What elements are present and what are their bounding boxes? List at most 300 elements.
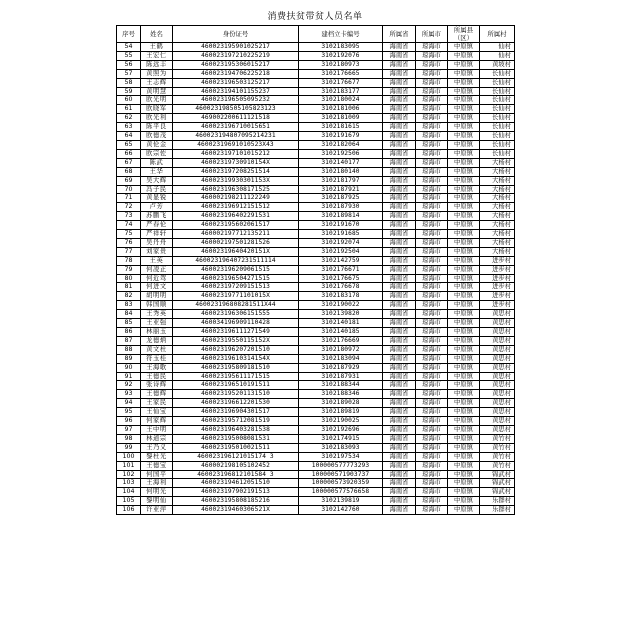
row-city: 琼海市 (416, 292, 448, 301)
row-id-number: 460023196710015651 (173, 123, 299, 132)
row-id-number: 460002197501281526 (173, 238, 299, 247)
row-number: 79 (117, 265, 141, 274)
table-row (117, 132, 515, 141)
row-village: 黄思村 (480, 345, 515, 354)
row-county: 中原镇 (448, 43, 480, 52)
row-province: 海南省 (383, 51, 416, 60)
row-name: 符玉桂 (141, 354, 173, 363)
row-number: 75 (117, 230, 141, 239)
row-province: 海南省 (383, 301, 416, 310)
row-county: 中原镇 (448, 345, 480, 354)
row-name: 何凌正 (141, 265, 173, 274)
row-name: 林丽玉 (141, 328, 173, 337)
row-province: 海南省 (383, 212, 416, 221)
row-number: 99 (117, 443, 141, 452)
table-row (117, 69, 515, 78)
row-id-number: 460023194706225218 (173, 69, 299, 78)
row-city: 琼海市 (416, 105, 448, 114)
row-account-number: 100000577576658 (299, 488, 383, 497)
row-id-number: 46002319460306521X (173, 506, 299, 515)
row-province: 海南省 (383, 479, 416, 488)
header-no: 序号 (117, 26, 141, 43)
roster-table (116, 25, 515, 515)
row-province: 海南省 (383, 176, 416, 185)
row-county: 中原镇 (448, 158, 480, 167)
row-id-number: 46002319930301153X (173, 176, 299, 185)
table-row (117, 60, 515, 69)
row-county: 中原镇 (448, 203, 480, 212)
row-province: 海南省 (383, 274, 416, 283)
row-city: 琼海市 (416, 149, 448, 158)
row-name: 冯子民 (141, 185, 173, 194)
row-id-number: 460023196812101584 3 (173, 470, 299, 479)
row-province: 海南省 (383, 328, 416, 337)
row-province: 海南省 (383, 256, 416, 265)
row-id-number: 460023194612051510 (173, 479, 299, 488)
row-city: 琼海市 (416, 203, 448, 212)
row-number: 85 (117, 319, 141, 328)
row-village: 黄竹村 (480, 461, 515, 470)
table-row (117, 488, 515, 497)
row-province: 海南省 (383, 69, 416, 78)
table-row (117, 292, 515, 301)
row-account-number: 3102191679 (299, 132, 383, 141)
row-id-number: 460023196403281538 (173, 425, 299, 434)
row-county: 中原镇 (448, 238, 480, 247)
row-village: 乐群村 (480, 497, 515, 506)
row-id-number: 460023196207201510 (173, 345, 299, 354)
row-city: 琼海市 (416, 381, 448, 390)
row-number: 96 (117, 417, 141, 426)
header-name: 姓名 (141, 26, 173, 43)
table-row (117, 363, 515, 372)
row-province: 海南省 (383, 408, 416, 417)
row-id-number: 460023196510191511 (173, 381, 299, 390)
row-name: 许亚萍 (141, 506, 173, 515)
table-row (117, 425, 515, 434)
row-county: 中原镇 (448, 105, 480, 114)
row-account-number: 3102191670 (299, 221, 383, 230)
row-county: 中原镇 (448, 301, 480, 310)
table-row (117, 256, 515, 265)
row-name: 王宏仁 (141, 51, 173, 60)
row-county: 中原镇 (448, 265, 480, 274)
table-row (117, 479, 515, 488)
row-name: 严春伦 (141, 221, 173, 230)
table-row (117, 203, 515, 212)
row-province: 海南省 (383, 319, 416, 328)
row-village: 大杨村 (480, 185, 515, 194)
table-row (117, 158, 515, 167)
table-row (117, 105, 515, 114)
row-city: 琼海市 (416, 256, 448, 265)
row-county: 中原镇 (448, 185, 480, 194)
row-id-number: 460023195306015217 (173, 60, 299, 69)
row-province: 海南省 (383, 372, 416, 381)
row-account-number: 3102192504 (299, 247, 383, 256)
row-county: 中原镇 (448, 283, 480, 292)
row-id-number: 460023197101015212 (173, 149, 299, 158)
row-city: 琼海市 (416, 123, 448, 132)
row-county: 中原镇 (448, 506, 480, 515)
row-number: 80 (117, 274, 141, 283)
row-county: 中原镇 (448, 167, 480, 176)
row-province: 海南省 (383, 194, 416, 203)
row-id-number: 46002319730910154X (173, 158, 299, 167)
row-village: 黄思村 (480, 319, 515, 328)
row-name: 王仙宝 (141, 408, 173, 417)
row-name: 刘家贵 (141, 247, 173, 256)
row-county: 中原镇 (448, 194, 480, 203)
row-name: 黄文杜 (141, 345, 173, 354)
row-number: 89 (117, 354, 141, 363)
row-city: 琼海市 (416, 461, 448, 470)
row-province: 海南省 (383, 265, 416, 274)
row-id-number: 46002319610314154X (173, 354, 299, 363)
row-city: 琼海市 (416, 310, 448, 319)
table-row (117, 408, 515, 417)
row-name: 王中明 (141, 425, 173, 434)
row-county: 中原镇 (448, 497, 480, 506)
row-city: 琼海市 (416, 408, 448, 417)
row-account-number: 100000573920359 (299, 479, 383, 488)
row-name: 何近驾 (141, 274, 173, 283)
row-number: 65 (117, 140, 141, 149)
row-account-number: 3102188346 (299, 390, 383, 399)
document-title: 消费扶贫带贫人员名单 (267, 12, 363, 22)
row-number: 97 (117, 425, 141, 434)
row-county: 中原镇 (448, 230, 480, 239)
row-county: 中原镇 (448, 132, 480, 141)
row-city: 琼海市 (416, 176, 448, 185)
row-id-number: 460023197210225219 (173, 51, 299, 60)
row-account-number: 3102181615 (299, 123, 383, 132)
row-id-number: 460023197208251514 (173, 167, 299, 176)
row-county: 中原镇 (448, 452, 480, 461)
row-account-number: 3102176677 (299, 78, 383, 87)
row-id-number: 460023195611171515 (173, 372, 299, 381)
table-row (117, 87, 515, 96)
row-city: 琼海市 (416, 497, 448, 506)
row-id-number: 460023196504271515 (173, 274, 299, 283)
row-county: 中原镇 (448, 363, 480, 372)
row-village: 黄思村 (480, 328, 515, 337)
header-account: 建档立卡编号 (299, 26, 383, 43)
row-number: 61 (117, 105, 141, 114)
table-row (117, 51, 515, 60)
table-row (117, 354, 515, 363)
row-village: 锦武村 (480, 470, 515, 479)
row-village: 进步村 (480, 274, 515, 283)
row-account-number: 3102190022 (299, 301, 383, 310)
row-account-number: 3102183094 (299, 354, 383, 363)
row-number: 104 (117, 488, 141, 497)
row-number: 102 (117, 470, 141, 479)
row-number: 84 (117, 310, 141, 319)
row-county: 中原镇 (448, 470, 480, 479)
row-city: 琼海市 (416, 336, 448, 345)
row-account-number: 3102183177 (299, 87, 383, 96)
row-name: 胡明明 (141, 292, 173, 301)
row-village: 黄思村 (480, 372, 515, 381)
row-county: 中原镇 (448, 69, 480, 78)
row-village: 仙村 (480, 43, 515, 52)
row-number: 91 (117, 372, 141, 381)
row-village: 大杨村 (480, 238, 515, 247)
row-province: 海南省 (383, 345, 416, 354)
row-village: 大杨村 (480, 203, 515, 212)
row-number: 60 (117, 96, 141, 105)
row-number: 55 (117, 51, 141, 60)
row-number: 72 (117, 203, 141, 212)
row-village: 黄竹村 (480, 452, 515, 461)
row-number: 92 (117, 381, 141, 390)
row-province: 海南省 (383, 203, 416, 212)
row-province: 海南省 (383, 381, 416, 390)
table-row (117, 114, 515, 123)
row-id-number: 46002319691010523X43 (173, 140, 299, 149)
row-county: 中原镇 (448, 479, 480, 488)
row-number: 95 (117, 408, 141, 417)
row-county: 中原镇 (448, 221, 480, 230)
row-province: 海南省 (383, 399, 416, 408)
row-city: 琼海市 (416, 425, 448, 434)
row-county: 中原镇 (448, 60, 480, 69)
row-name: 何国平 (141, 470, 173, 479)
row-name: 陈远丰 (141, 60, 173, 69)
row-province: 海南省 (383, 425, 416, 434)
row-number: 64 (117, 132, 141, 141)
row-village: 长仙村 (480, 87, 515, 96)
row-city: 琼海市 (416, 470, 448, 479)
row-county: 中原镇 (448, 149, 480, 158)
row-account-number: 3102190025 (299, 417, 383, 426)
row-number: 63 (117, 123, 141, 132)
row-account-number: 3102142759 (299, 256, 383, 265)
table-row (117, 345, 515, 354)
row-number: 56 (117, 60, 141, 69)
row-city: 琼海市 (416, 78, 448, 87)
row-id-number: 46002319771101015X (173, 292, 299, 301)
row-id-number: 460023196505095232 (173, 96, 299, 105)
row-id-number: 460023195808185216 (173, 497, 299, 506)
row-city: 琼海市 (416, 60, 448, 69)
row-city: 琼海市 (416, 265, 448, 274)
row-county: 中原镇 (448, 328, 480, 337)
row-village: 黄坡村 (480, 60, 515, 69)
row-province: 海南省 (383, 114, 416, 123)
row-city: 琼海市 (416, 132, 448, 141)
row-city: 琼海市 (416, 114, 448, 123)
table-row (117, 247, 515, 256)
row-province: 海南省 (383, 461, 416, 470)
row-account-number: 3102140177 (299, 158, 383, 167)
row-number: 54 (117, 43, 141, 52)
row-name: 欧光明 (141, 96, 173, 105)
row-county: 中原镇 (448, 78, 480, 87)
row-city: 琼海市 (416, 443, 448, 452)
table-row (117, 310, 515, 319)
row-id-number: 460023195201131510 (173, 390, 299, 399)
row-number: 88 (117, 345, 141, 354)
row-county: 中原镇 (448, 212, 480, 221)
row-account-number: 3102180024 (299, 96, 383, 105)
row-province: 海南省 (383, 185, 416, 194)
table-row (117, 283, 515, 292)
row-city: 琼海市 (416, 87, 448, 96)
row-village: 进步村 (480, 301, 515, 310)
row-province: 海南省 (383, 488, 416, 497)
row-village: 长仙村 (480, 69, 515, 78)
row-city: 琼海市 (416, 212, 448, 221)
row-province: 海南省 (383, 105, 416, 114)
row-account-number: 3102180973 (299, 60, 383, 69)
row-village: 长仙村 (480, 114, 515, 123)
row-village: 长仙村 (480, 78, 515, 87)
row-city: 琼海市 (416, 167, 448, 176)
row-village: 黄思村 (480, 417, 515, 426)
row-id-number: 460034196909110428 (173, 319, 299, 328)
row-city: 琼海市 (416, 399, 448, 408)
table-row (117, 212, 515, 221)
row-city: 琼海市 (416, 96, 448, 105)
row-account-number: 3102140181 (299, 319, 383, 328)
row-id-number: 460023196111271549 (173, 328, 299, 337)
row-province: 海南省 (383, 43, 416, 52)
row-village: 大杨村 (480, 167, 515, 176)
row-number: 93 (117, 390, 141, 399)
row-county: 中原镇 (448, 399, 480, 408)
row-name: 韩国顺 (141, 301, 173, 310)
row-county: 中原镇 (448, 274, 480, 283)
row-county: 中原镇 (448, 354, 480, 363)
row-id-number: 460023195010021511 (173, 443, 299, 452)
row-city: 琼海市 (416, 140, 448, 149)
row-village: 黄思村 (480, 363, 515, 372)
table-row (117, 265, 515, 274)
row-account-number: 3102187929 (299, 363, 383, 372)
row-village: 黄思村 (480, 381, 515, 390)
row-province: 海南省 (383, 132, 416, 141)
row-city: 琼海市 (416, 345, 448, 354)
row-city: 琼海市 (416, 372, 448, 381)
row-province: 海南省 (383, 497, 416, 506)
row-account-number: 3102176665 (299, 69, 383, 78)
row-city: 琼海市 (416, 238, 448, 247)
table-row (117, 506, 515, 515)
row-city: 琼海市 (416, 69, 448, 78)
row-village: 进步村 (480, 283, 515, 292)
row-number: 106 (117, 506, 141, 515)
row-county: 中原镇 (448, 408, 480, 417)
row-province: 海南省 (383, 390, 416, 399)
row-name: 苏鹏飞 (141, 212, 173, 221)
row-account-number: 100000571903737 (299, 470, 383, 479)
row-id-number: 460023196402291531 (173, 212, 299, 221)
row-county: 中原镇 (448, 140, 480, 149)
header-village: 所属村 (480, 26, 515, 43)
row-account-number: 3102187921 (299, 185, 383, 194)
table-row (117, 78, 515, 87)
row-number: 74 (117, 221, 141, 230)
row-name: 黎明仙 (141, 497, 173, 506)
row-county: 中原镇 (448, 87, 480, 96)
row-id-number: 460023196407231511114 (173, 256, 299, 265)
row-id-number: 460023196209061515 (173, 265, 299, 274)
row-id-number: 460023195901025217 (173, 43, 299, 52)
row-village: 大杨村 (480, 247, 515, 256)
row-number: 73 (117, 212, 141, 221)
row-province: 海南省 (383, 96, 416, 105)
row-county: 中原镇 (448, 310, 480, 319)
row-name: 王德民 (141, 372, 173, 381)
row-county: 中原镇 (448, 247, 480, 256)
table-row (117, 319, 515, 328)
row-village: 黄思村 (480, 425, 515, 434)
row-number: 66 (117, 149, 141, 158)
row-county: 中原镇 (448, 417, 480, 426)
row-province: 海南省 (383, 158, 416, 167)
row-name: 何家辉 (141, 417, 173, 426)
table-row (117, 238, 515, 247)
row-city: 琼海市 (416, 247, 448, 256)
row-account-number: 3102191685 (299, 230, 383, 239)
row-account-number: 3102183095 (299, 43, 383, 52)
row-id-number: 460023196808281511X44 (173, 301, 299, 310)
row-village: 长仙村 (480, 149, 515, 158)
row-account-number: 3102142760 (299, 506, 383, 515)
row-province: 海南省 (383, 167, 416, 176)
row-village: 锦武村 (480, 488, 515, 497)
row-id-number: 460023195809181510 (173, 363, 299, 372)
row-number: 78 (117, 256, 141, 265)
row-village: 大杨村 (480, 230, 515, 239)
row-province: 海南省 (383, 363, 416, 372)
row-number: 57 (117, 69, 141, 78)
row-village: 黄思村 (480, 310, 515, 319)
row-account-number: 3102188344 (299, 381, 383, 390)
row-name: 王志辉 (141, 78, 173, 87)
row-city: 琼海市 (416, 354, 448, 363)
row-name: 王德宝 (141, 461, 173, 470)
row-village: 黄思村 (480, 354, 515, 363)
table-row (117, 194, 515, 203)
row-name: 黎杜光 (141, 452, 173, 461)
row-city: 琼海市 (416, 221, 448, 230)
row-province: 海南省 (383, 470, 416, 479)
row-id-number: 460023194807095214231 (173, 132, 299, 141)
row-city: 琼海市 (416, 363, 448, 372)
row-name: 王亚强 (141, 319, 173, 328)
row-city: 琼海市 (416, 185, 448, 194)
row-name: 陈平良 (141, 123, 173, 132)
row-name: 王秀英 (141, 310, 173, 319)
table-row (117, 434, 515, 443)
row-id-number: 460002197712135211 (173, 230, 299, 239)
row-number: 101 (117, 461, 141, 470)
row-name: 吴大辉 (141, 176, 173, 185)
table-row (117, 149, 515, 158)
row-name: 王华 (141, 167, 173, 176)
row-city: 琼海市 (416, 506, 448, 515)
row-county: 中原镇 (448, 390, 480, 399)
row-county: 中原镇 (448, 336, 480, 345)
row-village: 黄思村 (480, 336, 515, 345)
row-number: 70 (117, 185, 141, 194)
row-county: 中原镇 (448, 372, 480, 381)
row-name: 欧光利 (141, 114, 173, 123)
row-account-number: 3102180972 (299, 345, 383, 354)
